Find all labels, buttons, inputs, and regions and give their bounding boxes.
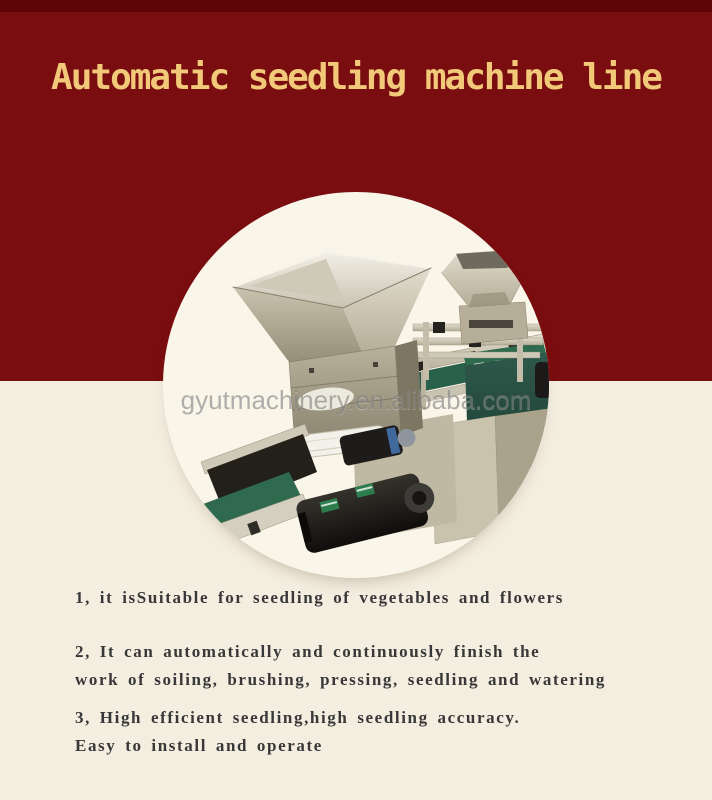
left-conveyor	[163, 424, 317, 570]
feature-item-1	[75, 584, 685, 612]
page-title: Automatic seedling machine line	[51, 57, 661, 98]
feature-line: 3, High efficient seedling,high seedling accuracy.	[75, 708, 521, 727]
feature-item-2	[75, 638, 685, 694]
feature-list	[75, 584, 685, 760]
feature-line: 1, it isSuitable for seedling of vegetables and flowers	[75, 588, 564, 607]
feature-line: 2, It can automatically and continuously finish the	[75, 642, 541, 661]
right-hopper	[441, 250, 537, 307]
feature-item-3	[75, 704, 685, 760]
feature-line: Easy to install and operate	[75, 736, 323, 755]
watermark-text: gyutmachinery.en.alibaba.com	[180, 385, 532, 415]
feature-line: work of soiling, brushing, pressing, seedling and watering	[75, 670, 607, 689]
product-photo-circle	[163, 192, 549, 578]
left-hopper	[233, 252, 431, 446]
header-top-strip	[0, 0, 712, 12]
